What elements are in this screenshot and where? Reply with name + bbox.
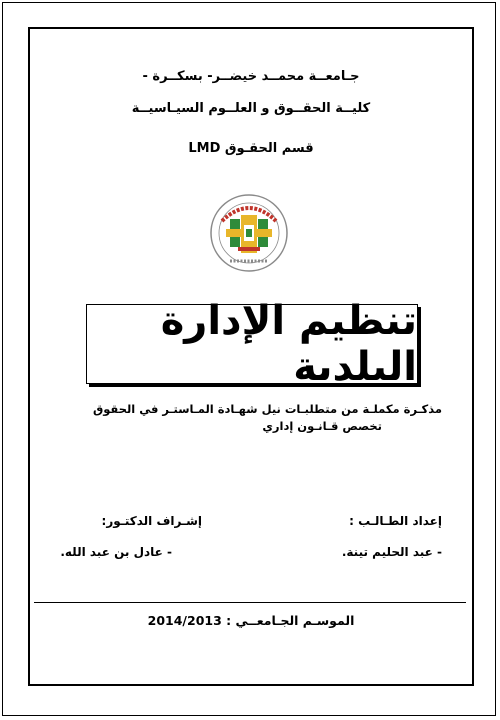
supervisor-name: - عادل بن عبد الله.: [60, 545, 172, 559]
divider: [34, 602, 466, 603]
title-box: [86, 298, 418, 390]
faculty-name: كليــة الحقــوق و العلــوم السيـاسيــة: [131, 101, 371, 116]
university-seal-icon: [208, 191, 290, 279]
university-name: جـامعــة محمــد خيضــر- بسكــرة -: [142, 69, 360, 84]
student-label: إعداد الطـالـب :: [349, 514, 442, 528]
memo-description: مذكـرة مكملـة من متطلبـات نيل شهـادة المـاستـر في الحقوق: [92, 402, 442, 416]
academic-season: الموسـم الجـامعــي : 2014/2013: [147, 613, 355, 628]
specialization: تخصص قـانـون إداري: [262, 419, 382, 433]
thesis-title: تنظيم الإدارة البلدية: [160, 298, 417, 390]
department-name: قسم الحقـوق LMD: [188, 141, 314, 156]
student-name: - عبد الحليم تينة.: [341, 545, 442, 559]
supervisor-label: إشـراف الدكتـور:: [101, 514, 202, 528]
document-frame: [28, 27, 474, 686]
